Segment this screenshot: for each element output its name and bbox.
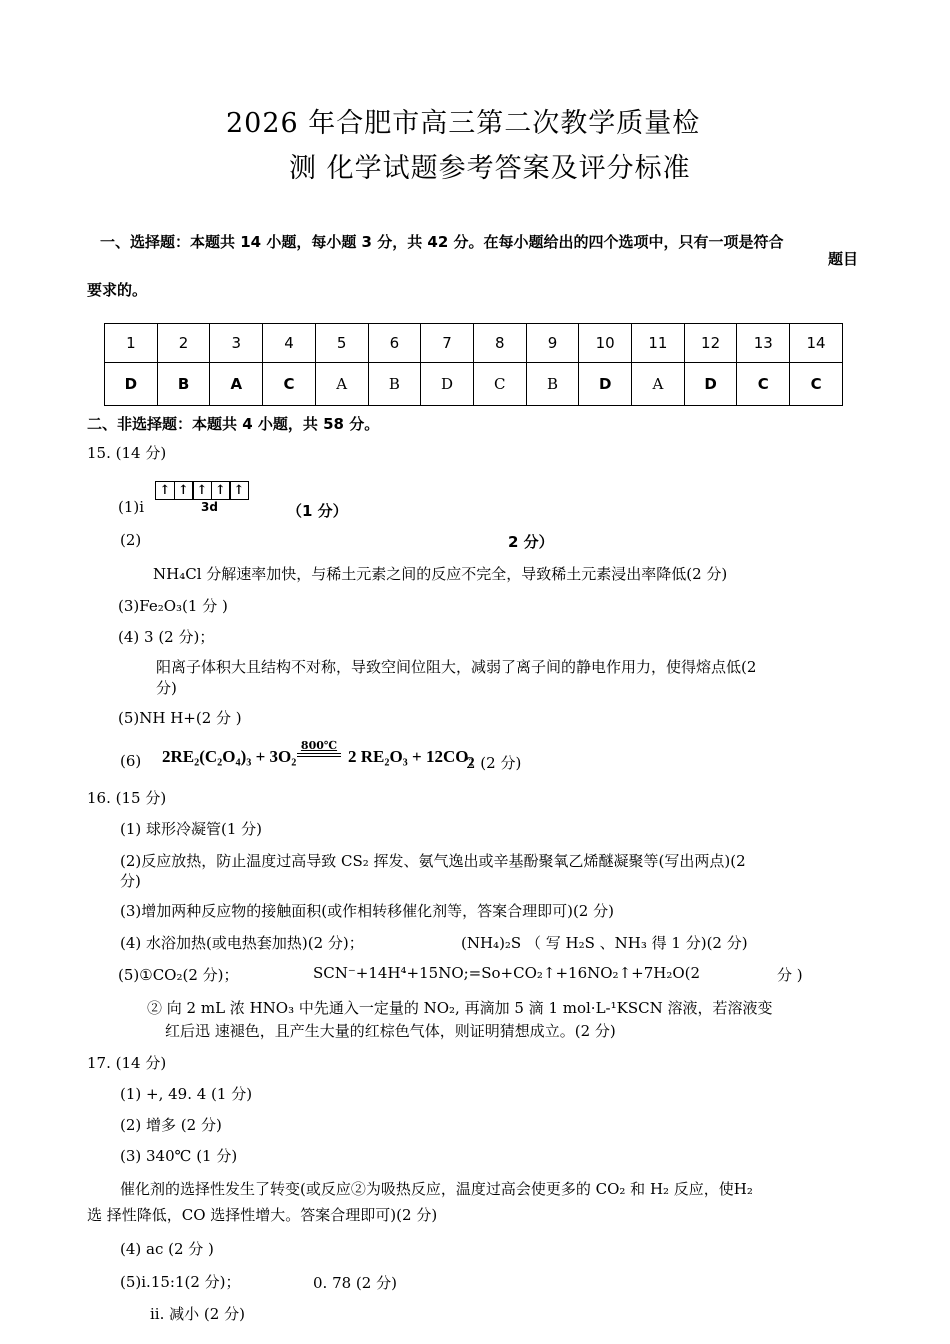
answer-cell: A <box>315 363 368 406</box>
answer-cell: C <box>263 363 316 406</box>
orbital-diagram <box>155 479 248 514</box>
answer-table-answers-row <box>105 363 843 406</box>
reaction-condition: 800℃ <box>300 739 338 752</box>
q16-part5b: SCN⁻+14H⁴+15NO;=So+CO₂↑+16NO₂↑+7H₂O(2 <box>313 964 701 982</box>
q15-part4-text-wrap: 分) <box>156 679 177 697</box>
orbital-box: ↑ <box>211 481 231 500</box>
question-number: 9 <box>526 324 579 363</box>
answer-cell: C <box>790 363 843 406</box>
answer-table-numbers-row <box>105 324 843 363</box>
equation-arrow <box>297 739 341 757</box>
q15-part1-prefix: (1)i <box>118 498 145 516</box>
q16-part2-wrap: 分) <box>120 872 141 890</box>
q17-heading: 17. (14 分) <box>87 1054 167 1072</box>
q17-part2: (2) 增多 (2 分) <box>120 1116 222 1134</box>
orbital-box: ↑ <box>229 481 249 500</box>
orbital-box: ↑ <box>174 481 194 500</box>
q16-part2: (2)反应放热，防止温度过高导致 CS₂ 挥发、氨气逸出或辛基酚聚氧乙烯醚凝聚等(写出两点)(2 <box>120 852 746 870</box>
page-title-line1: 2026 年合肥市高三第二次教学质量检 <box>226 108 701 139</box>
q17-part5a: (5)i.15:1(2 分)； <box>120 1273 241 1291</box>
answer-cell: C <box>473 363 526 406</box>
question-number: 5 <box>315 324 368 363</box>
equation-reactants: 2RE₂(C₂O₄)₃ + 3O₂ <box>162 747 297 766</box>
q15-part5: (5)NH H+(2 分 ) <box>118 709 242 727</box>
question-number: 12 <box>684 324 737 363</box>
orbital-box: ↑ <box>155 481 175 500</box>
q15-part6-score: 2 (2 分) <box>466 754 522 772</box>
q16-part5e: 红后迅 速褪色，且产生大量的红棕色气体，则证明猜想成立。(2 分) <box>165 1022 616 1040</box>
q15-heading: 15. (14 分) <box>87 444 167 462</box>
q17-part3: (3) 340℃ (1 分) <box>120 1147 238 1165</box>
orbital-label: 3d <box>201 500 218 514</box>
section1-heading-wrap: 题目 <box>828 250 859 268</box>
question-number: 13 <box>737 324 790 363</box>
q16-part5d: ② 向 2 mL 浓 HNO₃ 中先通入一定量的 NO₂, 再滴加 5 滴 1 mol·L-¹KSCN 溶液，若溶液变 <box>147 999 773 1017</box>
q16-heading: 16. (15 分) <box>87 789 167 807</box>
q15-part6-prefix: (6) <box>120 752 142 770</box>
q17-part5c: ii. 减小 (2 分) <box>150 1305 245 1323</box>
question-number: 4 <box>263 324 316 363</box>
question-number: 1 <box>105 324 158 363</box>
section1-heading: 一、选择题：本题共 14 小题，每小题 3 分，共 42 分。在每小题给出的四个选项中，只有一项是符合 <box>100 233 784 251</box>
q16-part1: (1) 球形冷凝管(1 分) <box>120 820 263 838</box>
answer-cell: D <box>421 363 474 406</box>
q15-part2-score: 2 分） <box>508 533 554 551</box>
orbital-box: ↑ <box>192 481 212 500</box>
answer-cell: B <box>368 363 421 406</box>
question-number: 11 <box>632 324 685 363</box>
answer-cell: B <box>157 363 210 406</box>
answer-cell: D <box>105 363 158 406</box>
q16-part4b: (NH₄)₂S （ 写 H₂S 、NH₃ 得 1 分)(2 分) <box>461 934 748 952</box>
q16-part5a: (5)①CO₂(2 分)； <box>118 966 239 984</box>
answer-table <box>104 323 843 406</box>
answer-cell: D <box>684 363 737 406</box>
q17-part4: (4) ac (2 分 ) <box>120 1240 214 1258</box>
q17-part1: (1) +, 49. 4 (1 分) <box>120 1085 253 1103</box>
page-title-line2: 测 化学试题参考答案及评分标准 <box>289 153 691 184</box>
q15-part4: (4) 3 (2 分)； <box>118 628 215 646</box>
q17-part3-text-wrap: 选 择性降低，CO 选择性增大。答案合理即可)(2 分) <box>87 1206 438 1224</box>
question-number: 6 <box>368 324 421 363</box>
equals-sign-icon <box>297 753 341 757</box>
answer-cell: A <box>632 363 685 406</box>
q15-part4-text: 阳离子体积大且结构不对称，导致空间位阻大，减弱了离子间的静电作用力，使得熔点低(2 <box>156 658 757 676</box>
answer-cell: C <box>737 363 790 406</box>
question-number: 7 <box>421 324 474 363</box>
q16-part4a: (4) 水浴加热(或电热套加热)(2 分)； <box>120 934 364 952</box>
answer-cell: D <box>579 363 632 406</box>
q15-part2-text: NH₄Cl 分解速率加快，与稀土元素之间的反应不完全，导致稀土元素浸出率降低(2 分) <box>153 565 728 583</box>
q16-part3: (3)增加两种反应物的接触面积(或作相转移催化剂等，答案合理即可)(2 分) <box>120 902 614 920</box>
question-number: 2 <box>157 324 210 363</box>
answer-cell: A <box>210 363 263 406</box>
question-number: 8 <box>473 324 526 363</box>
question-number: 3 <box>210 324 263 363</box>
q15-part1-score: （1 分） <box>287 502 348 520</box>
answer-cell: B <box>526 363 579 406</box>
equation-products: 2 RE₂O₃ + 12CO₂ <box>348 747 474 766</box>
section1-heading-end: 要求的。 <box>87 281 148 299</box>
section2-heading: 二、非选择题：本题共 4 小题，共 58 分。 <box>87 415 380 433</box>
q17-part3-text: 催化剂的选择性发生了转变(或反应②为吸热反应，温度过高会使更多的 CO₂ 和 H₂ 反应，使H₂ <box>120 1180 753 1198</box>
question-number: 10 <box>579 324 632 363</box>
question-number: 14 <box>790 324 843 363</box>
q15-part2-prefix: (2) <box>120 531 142 549</box>
q16-part5c: 分 ) <box>777 966 803 984</box>
q15-part3: (3)Fe₂O₃(1 分 ) <box>118 597 228 615</box>
q17-part5b: 0. 78 (2 分) <box>313 1274 397 1292</box>
